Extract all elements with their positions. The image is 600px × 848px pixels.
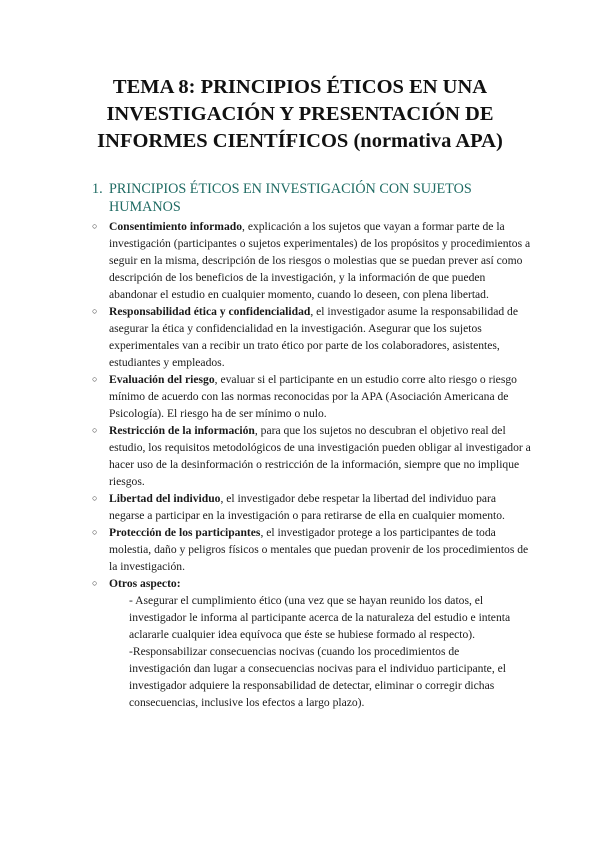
- bullet-circle-icon: ○: [92, 578, 98, 588]
- title-line-3: INFORMES CIENTÍFICOS (normativa APA): [97, 130, 503, 152]
- bullet-circle-icon: ○: [92, 306, 98, 316]
- item-text: , el investigador protege a los participantes de toda molestia, daño y peligros físicos o mentales que puedan provenir de los procedimientos de la investigación.: [109, 526, 529, 573]
- list-item: [92, 490, 532, 524]
- list-item: [92, 575, 532, 592]
- list-item: [92, 371, 532, 422]
- item-term: Libertad del individuo: [109, 492, 221, 505]
- sub-item: - Asegurar el cumplimiento ético (una vez que se hayan reunido los datos, el investigador le informa al participante acerca de la naturaleza del estudio e intenta aclararle cualquier idea equívoca que éste se hubiese formado al respecto).: [129, 594, 511, 641]
- bullet-circle-icon: ○: [92, 374, 98, 384]
- item-text: , para que los sujetos no descubran el objetivo real del estudio, los requisitos metodológicos de una investigación pueden obligar al investigador a hacer uso de la desinformación o restricción de la información, siempre que no implique riesgos.: [109, 424, 531, 488]
- page-title: [60, 74, 540, 155]
- list-item: [92, 218, 532, 303]
- sub-item: -Responsabilizar consecuencias nocivas (cuando los procedimientos de investigación dan lugar a consecuencias nocivas para el individuo participante, el investigador adquiere la responsabilidad de detectar, eliminar o corregir dichas consecuencias, inclusive los efectos a largo plazo).: [129, 645, 506, 709]
- section-heading-line-2: HUMANOS: [109, 199, 181, 215]
- principles-list: [92, 218, 532, 711]
- bullet-circle-icon: ○: [92, 493, 98, 503]
- section-number: 1.: [92, 181, 103, 197]
- list-item: [92, 524, 532, 575]
- bullet-circle-icon: ○: [92, 425, 98, 435]
- item-text: , explicación a los sujetos que vayan a formar parte de la investigación (participantes o sujetos experimentales) de los propósitos y procedimientos a seguir en la misma, descripción de los riesgos o molestias que se puedan prever así como descripción de los beneficios de la investigación, y la información de que pueden abandonar el estudio en cualquier momento, cuando lo deseen, con plena libertad.: [109, 220, 531, 301]
- item-term: Otros aspecto:: [109, 577, 181, 590]
- item-term: Evaluación del riesgo: [109, 373, 215, 386]
- title-line-2: INVESTIGACIÓN Y PRESENTACIÓN DE: [106, 103, 494, 125]
- item-term: Consentimiento informado: [109, 220, 243, 233]
- title-line-1: TEMA 8: PRINCIPIOS ÉTICOS EN UNA: [112, 76, 488, 98]
- bullet-circle-icon: ○: [92, 527, 98, 537]
- bullet-circle-icon: ○: [92, 221, 98, 231]
- item-term: Protección de los participantes: [109, 526, 261, 539]
- list-item: [92, 422, 532, 490]
- item-term: Restricción de la información: [109, 424, 255, 437]
- list-item: [92, 303, 532, 371]
- item-text: , el investigador asume la responsabilidad de asegurar la ética y confidencialidad en la investigación. Asegurar que los sujetos experimentales van a recibir un trato ético por parte de los colaboradores, asistentes, estudiantes y empleados.: [109, 305, 518, 369]
- item-text: , evaluar si el participante en un estudio corre alto riesgo o riesgo mínimo de acuerdo con las normas reconocidas por la APA (Asociación Americana de Psicología). El riesgo ha de ser mínimo o nulo.: [109, 373, 517, 420]
- section-heading-line-1: PRINCIPIOS ÉTICOS EN INVESTIGACIÓN CON SUJETOS: [109, 181, 472, 197]
- item-term: Responsabilidad ética y confidencialidad: [109, 305, 311, 318]
- item-text: , el investigador debe respetar la libertad del individuo para negarse a participar en la investigación o para retirarse de ella en cualquier momento.: [109, 492, 505, 522]
